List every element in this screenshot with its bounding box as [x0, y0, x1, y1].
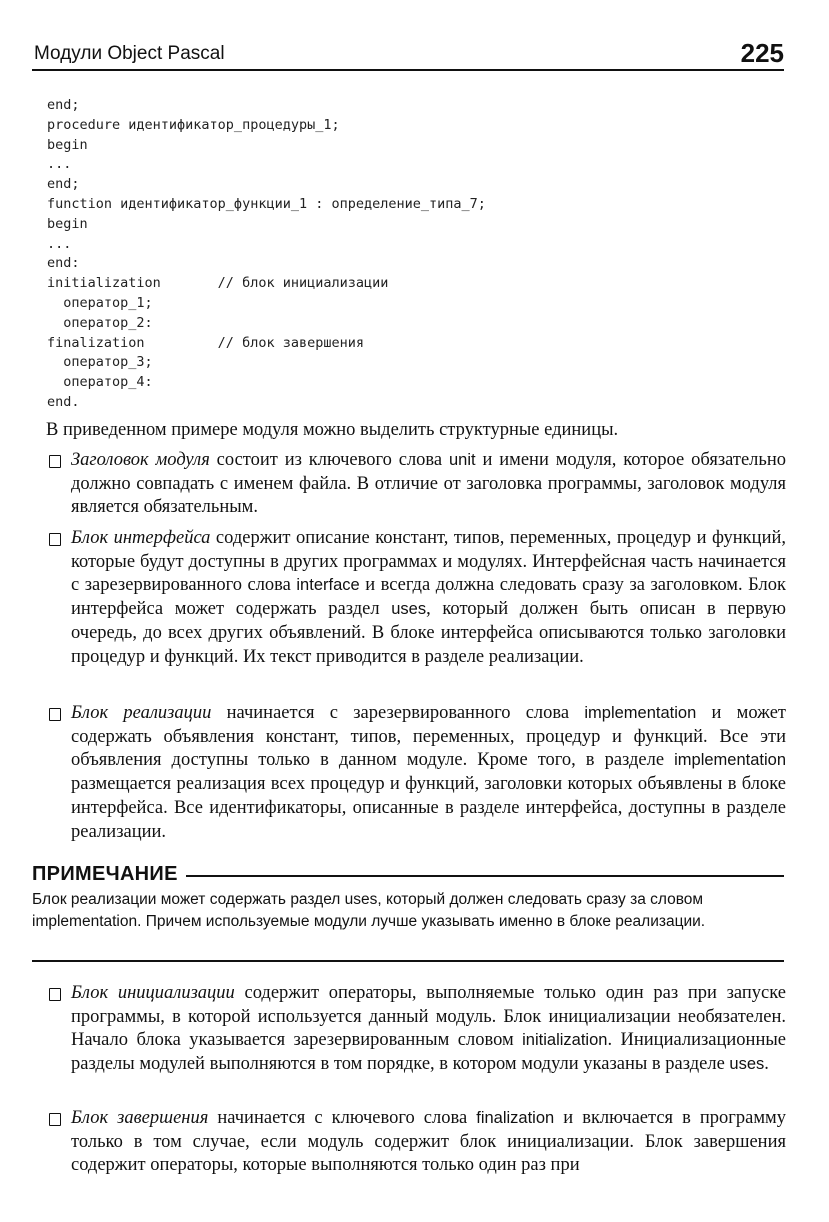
keyword: interface [296, 576, 360, 595]
bullet-text [71, 702, 786, 844]
bullet-term: Блок завершения [71, 1108, 209, 1128]
header-rule [32, 69, 784, 71]
bullet-text-part: содержит операторы, выполняемые только один раз при запуске программы, в которой используется данный модуль. Блок инициализации необязателен. Начало блока указывается зарезервированным словом [71, 983, 786, 1051]
code-line: initialization // блок инициализации [47, 275, 389, 292]
code-line: ... [47, 156, 72, 173]
bullet-text-part: начинается с ключевого слова [208, 1108, 477, 1128]
keyword: implementation [674, 751, 786, 770]
code-listing [47, 96, 747, 413]
bullet-term: Блок интерфейса [71, 528, 211, 548]
bullet-text-part: состоит из ключевого слова [209, 450, 449, 470]
code-line: function идентификатор_функции_1 : определение_типа_7; [47, 195, 486, 212]
bullet-text-part: начинается с зарезервированного слова [211, 703, 585, 723]
keyword: uses [729, 1055, 765, 1074]
bullet-text-part: содержит описание констант, типов, переменных, процедур и функций, которые будут доступны в других программах и модулях. Интерфейсная часть начинается с зарезервированного слова [71, 528, 786, 596]
checkbox-bullet-icon [49, 708, 61, 721]
code-line: оператор_4: [47, 374, 153, 391]
code-line: procedure идентификатор_процедуры_1; [47, 116, 340, 133]
bullet-implementation-block [46, 702, 786, 844]
running-title: Модули Object Pascal [34, 43, 225, 64]
bullet-text-part: размещается реализация всех процедур и функций, заголовки которых объявлены в блоке интерфейса. Все идентификаторы, описанные в разделе интерфейса, доступны в разделе реализации. [71, 774, 786, 842]
bullet-text-part: и всегда должна следовать сразу за заголовком. Блок интерфейса может содержать раздел [71, 575, 786, 620]
bullet-text-part: . [764, 1054, 769, 1075]
code-line: оператор_2: [47, 314, 153, 331]
code-line: оператор_1; [47, 294, 153, 311]
note-text: Блок реализации может содержать раздел uses, который должен следовать сразу за словом implementation. Причем используемые модули лучше указывать именно в блоке реализации. [32, 891, 706, 930]
keyword: finalization [476, 1109, 555, 1127]
bullet-term: Блок реализации [71, 703, 212, 723]
checkbox-bullet-icon [49, 455, 61, 468]
bullet-term: Заголовок модуля [71, 450, 210, 470]
note-block [32, 863, 784, 932]
note-title: ПРИМЕЧАНИЕ [32, 863, 186, 886]
keyword: initialization [522, 1031, 608, 1050]
code-line: end: [47, 255, 80, 272]
page-header [32, 38, 784, 70]
bullet-text [71, 982, 786, 1077]
bullet-text-part: и имени модуля, которое обязательно должно совпадать с именем файла. В отличие от заголовка программы, заголовок модуля является обязательным. [71, 450, 786, 518]
bullet-finalization-block [46, 1107, 786, 1178]
code-line: end; [47, 97, 80, 113]
checkbox-bullet-icon [49, 988, 61, 1001]
code-line: finalization // блок завершения [47, 334, 364, 351]
checkbox-bullet-icon [49, 1113, 61, 1126]
bullet-text [71, 1107, 786, 1178]
keyword: implementation [584, 704, 697, 722]
bullet-interface-block [46, 527, 786, 669]
bullet-text-part: и включается в программу только в том случае, если модуль содержит блок инициализации. Блок завершения содержит операторы, которые выполняются только один раз при [71, 1108, 786, 1176]
code-line: ... [47, 235, 72, 252]
code-line: begin [47, 136, 88, 153]
bullet-initialization-block [46, 982, 786, 1077]
bullet-text-part: , который должен быть описан в первую очередь, до всех других объявлений. В блоке интерфейса описываются только заголовки процедур и функций. Их текст приводится в разделе реализации. [71, 599, 786, 667]
keyword: unit [449, 451, 476, 469]
checkbox-bullet-icon [49, 533, 61, 546]
code-line: end; [47, 176, 80, 193]
note-bottom-rule [32, 960, 784, 962]
bullet-text-part: и может содержать объявления констант, типов, переменных, процедур и функций. Все эти объявления доступны только в данном модуле. Кроме того, в разделе [71, 703, 786, 771]
code-line: begin [47, 215, 88, 232]
note-header [32, 863, 784, 887]
bullet-unit-header [46, 449, 786, 520]
code-line: оператор_3; [47, 354, 153, 371]
bullet-term: Блок инициализации [71, 983, 235, 1003]
bullet-text [71, 449, 786, 520]
intro-paragraph: В приведенном примере модуля можно выделить структурные единицы. [46, 420, 619, 440]
bullet-text [71, 527, 786, 669]
bullet-text-part: . Инициализационные разделы модулей выполняются в том порядке, в котором модули указаны в разделе [71, 1030, 786, 1075]
code-line: end. [47, 393, 80, 410]
keyword: uses [391, 600, 427, 619]
page-number: 225 [740, 38, 784, 68]
